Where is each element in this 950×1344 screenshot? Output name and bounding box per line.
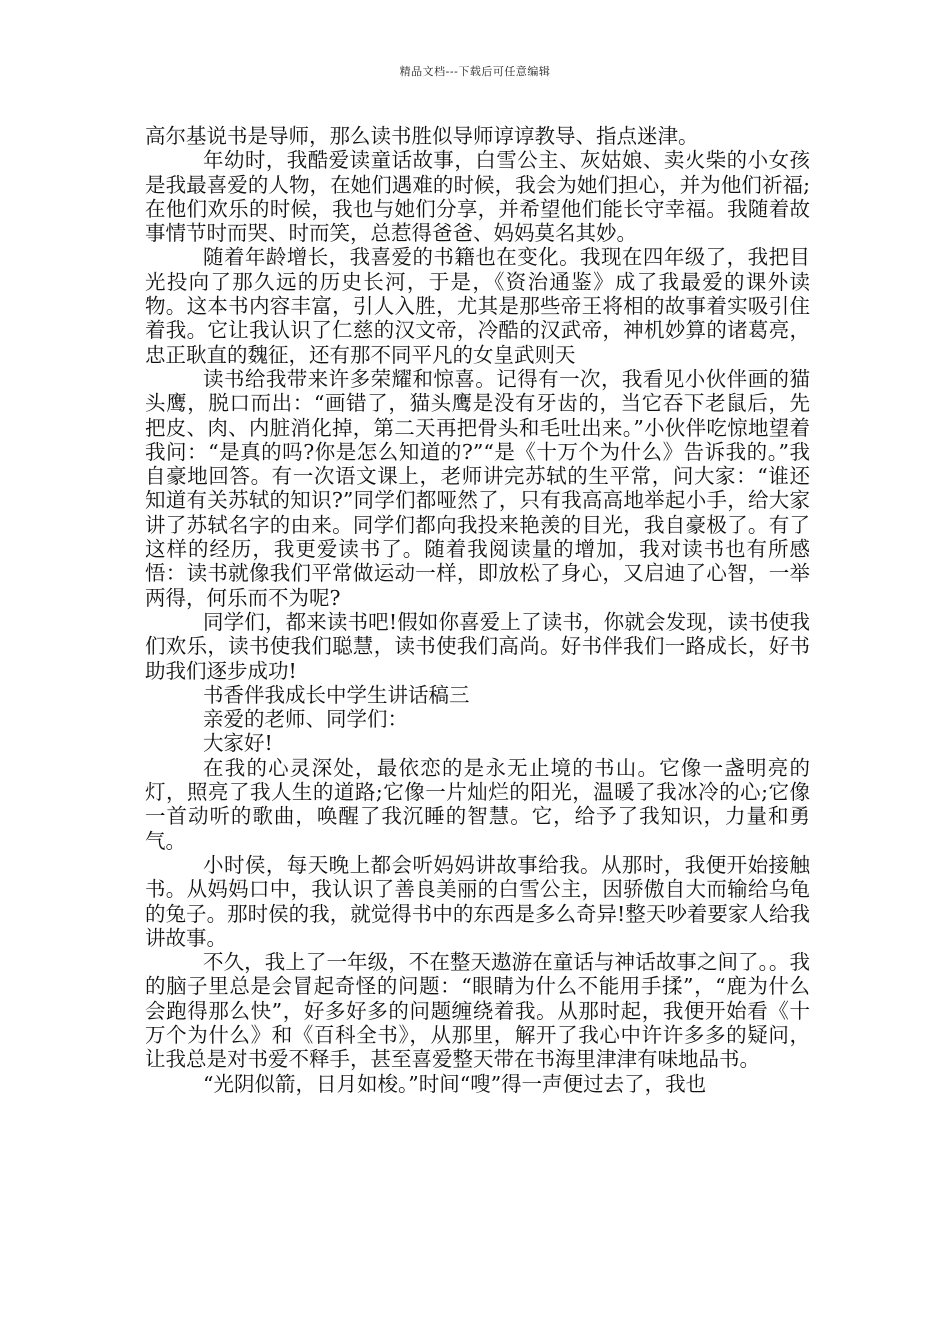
document-body	[145, 124, 810, 1096]
paragraph-mother-stories: 小时侯，每天晚上都会听妈妈讲故事给我。从那时，我便开始接触书。从妈妈口中，我认识了善良美丽的白雪公主，因骄傲自大而输给乌龟的兔子。那时侯的我，就觉得书中的东西是多么奇异!整天吵着要家人给我讲故事。	[145, 852, 810, 950]
paragraph-reading-honors: 读书给我带来许多荣耀和惊喜。记得有一次，我看见小伙伴画的猫头鹰，脱口而出：“画错了，猫头鹰是没有牙齿的，当它吞下老鼠后，先把皮、肉、内脏消化掉，第二天再把骨头和毛吐出来。”小伙伴吃惊地望着我问：“是真的吗?你是怎么知道的?”“是《十万个为什么》告诉我的。”我自豪地回答。有一次语文课上，老师讲完苏轼的生平常，问大家：“谁还知道有关苏轼的知识?”同学们都哑然了，只有我高高地举起小手，给大家讲了苏轼名字的由来。同学们都向我投来艳羡的目光，我自豪极了。有了这样的经历，我更爱读书了。随着我阅读量的增加，我对读书也有所感悟：读书就像我们平常做运动一样，即放松了身心，又启迪了心智，一举两得，何乐而不为呢?	[145, 366, 810, 610]
paragraph-first-grade: 不久，我上了一年级，不在整天遨游在童话与神话故事之间了。。我的脑子里总是会冒起奇怪的问题：“眼睛为什么不能用手揉”，“鹿为什么会跑得那么快”，好多好多的问题缠绕着我。从那时起，我便开始看《十万个为什么》和《百科全书》，从那里，解开了我心中许许多多的疑问，让我总是对书爱不释手，甚至喜爱整天带在书海里津津有味地品书。	[145, 950, 810, 1072]
paragraph-intro: 高尔基说书是导师，那么读书胜似导师谆谆教导、指点迷津。	[145, 124, 699, 148]
page-header: 精品文档---下载后可任意编辑	[399, 65, 551, 78]
paragraph-childhood-fairy-tales: 年幼时，我酷爱读童话故事，白雪公主、灰姑娘、卖火柴的小女孩是我最喜爱的人物，在她们遇难的时候，我会为她们担心，并为他们祈福;在他们欢乐的时候，我也与她们分享，并希望他们能长守幸福。我随着故事情节时而哭、时而笑，总惹得爸爸、妈妈莫名其妙。	[145, 148, 810, 246]
speech-title: 书香伴我成长中学生讲话稿三	[203, 682, 470, 707]
paragraph-history-books: 随着年龄增长，我喜爱的书籍也在变化。我现在四年级了，我把目光投向了那久远的历史长河，于是，《资治通鉴》成了我最爱的课外读物。这本书内容丰富，引人入胜，尤其是那些帝王将相的故事着实吸引住着我。它让我认识了仁慈的汉文帝，冷酷的汉武帝，神机妙算的诸葛亮，忠正耿直的魏征，还有那不同平凡的女皇武则天	[145, 245, 810, 367]
greeting: 大家好!	[203, 731, 273, 756]
paragraph-book-mountain: 在我的心灵深处，最依恋的是永无止境的书山。它像一盏明亮的灯，照亮了我人生的道路;它像一片灿烂的阳光，温暖了我冰冷的心;它像一首动听的歌曲，唤醒了我沉睡的智慧。它，给予了我知识，力量和勇气。	[145, 755, 810, 853]
paragraph-call-to-read: 同学们，都来读书吧!假如你喜爱上了读书，你就会发现，读书使我们欢乐，读书使我们聪慧，读书使我们高尚。好书伴我们一路成长，好书助我们逐步成功!	[145, 609, 810, 683]
salutation: 亲爱的老师、同学们：	[203, 707, 408, 732]
paragraph-time-flies: “光阴似箭，日月如梭。”时间“嗖”得一声便过去了，我也	[203, 1071, 707, 1096]
